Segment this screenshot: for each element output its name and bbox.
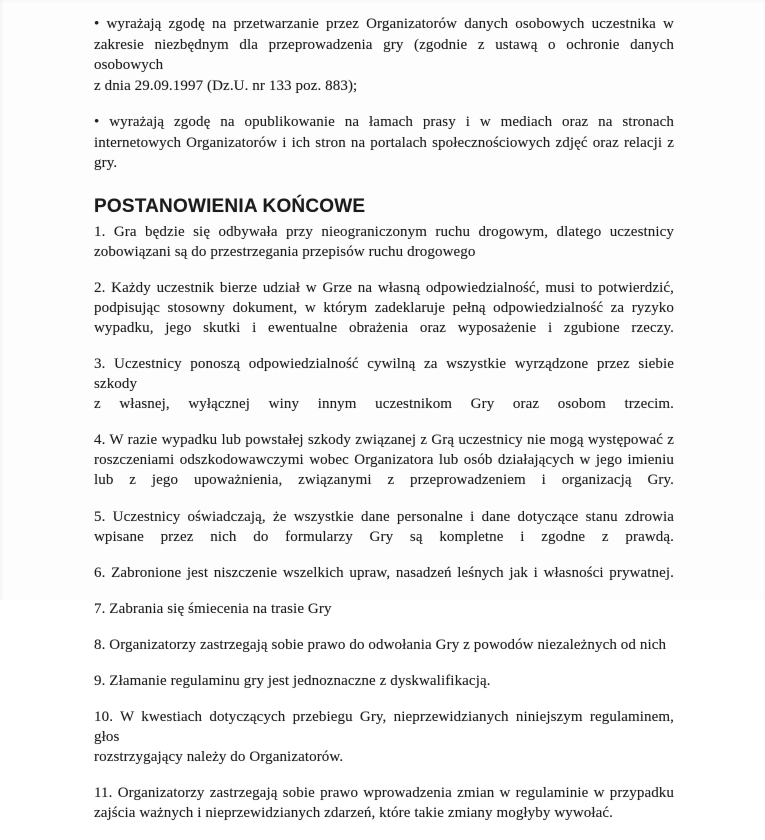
text-line: 9. Złamanie regulaminu gry jest jednoznaczne z dyskwalifikacją. — [94, 673, 491, 689]
text-line: rozstrzygający należy do Organizatorów. — [94, 749, 344, 766]
text-line: 4. W razie wypadku lub powstałej szkody związanej z Grą uczestnicy nie mogą występować z — [94, 432, 674, 449]
text-line: internetowych Organizatorów i ich stron na portalach społecznościowych zdjęć oraz relacji z — [94, 134, 674, 151]
numbered-clauses-list — [94, 222, 674, 824]
text-line: lub z jego upoważnienia, związanymi z przeprowadzeniem i organizacją Gry. — [94, 472, 674, 489]
text-line: • wyrażają zgodę na przetwarzanie przez Organizatorów danych osobowych uczestnika w — [94, 16, 674, 32]
text-line: 10. W kwestiach dotyczących przebiegu Gry, nieprzewidzianych niniejszym regulaminem, głos — [94, 709, 674, 746]
text-line: zobowiązani są do przestrzegania przepisów ruchu drogowego — [94, 243, 476, 260]
text-line: • wyrażają zgodę na opublikowanie na łamach prasy i w mediach oraz na stronach — [94, 114, 674, 130]
section-heading-final-provisions: POSTANOWIENIA KOŃCOWE — [94, 195, 366, 217]
text-line: 3. Uczestnicy ponoszą odpowiedzialność cywilną za wszystkie wyrządzone przez siebie szkody — [94, 355, 674, 393]
text-line: 2. Każdy uczestnik bierze udział w Grze na własną odpowiedzialność, musi to potwierdzić, — [94, 279, 674, 296]
text-line: 1. Gra będzie się odbywała przy nieograniczonym ruchu drogowym, dlatego uczestnicy — [94, 223, 674, 240]
text-line: roszczeniami odszkodowawczymi wobec Organizatora lub osób działających w jego imieniu — [94, 452, 674, 469]
text-line: 5. Uczestnicy oświadczają, że wszystkie dane personalne i dane dotyczące stanu zdrowia — [94, 508, 674, 525]
text-line: gry. — [94, 155, 118, 171]
text-line: 6. Zabronione jest niszczenie wszelkich upraw, nasadzeń leśnych jak i własności prywatnej. — [94, 564, 674, 581]
text-line: zajścia ważnych i nieprzewidzianych zdarzeń, które takie zmiany mogłyby wywołać. — [94, 805, 614, 822]
text-line: 8. Organizatorzy zastrzegają sobie prawo do odwołania Gry z powodów niezależnych od nich — [94, 636, 667, 653]
text-line: podpisując stosowny dokument, w którym zadeklaruje pełną odpowiedzialność za ryzyko — [94, 299, 674, 316]
text-line: z dnia 29.09.1997 (Dz.U. nr 133 poz. 883); — [94, 77, 358, 94]
text-line: zakresie niezbędnym dla przeprowadzenia gry (zgodnie z ustawą o ochronie danych osobowych — [94, 36, 674, 73]
text-line: wpisane przez nich do formularzy Gry są kompletne i zgodne z prawdą. — [94, 528, 674, 545]
text-line: wypadku, jego skutki i ewentualne obrażenia oraz wyposażenie i zgubione rzeczy. — [94, 319, 674, 336]
text-line: 7. Zabrania się śmiecenia na trasie Gry — [94, 600, 332, 617]
text-line: z własnej, wyłącznej winy innym uczestnikom Gry oraz osobom trzecim. — [94, 396, 674, 413]
document-text-block — [94, 14, 674, 840]
text-line: 11. Organizatorzy zastrzegają sobie prawo wprowadzenia zmian w regulaminie w przypadku — [94, 785, 674, 802]
